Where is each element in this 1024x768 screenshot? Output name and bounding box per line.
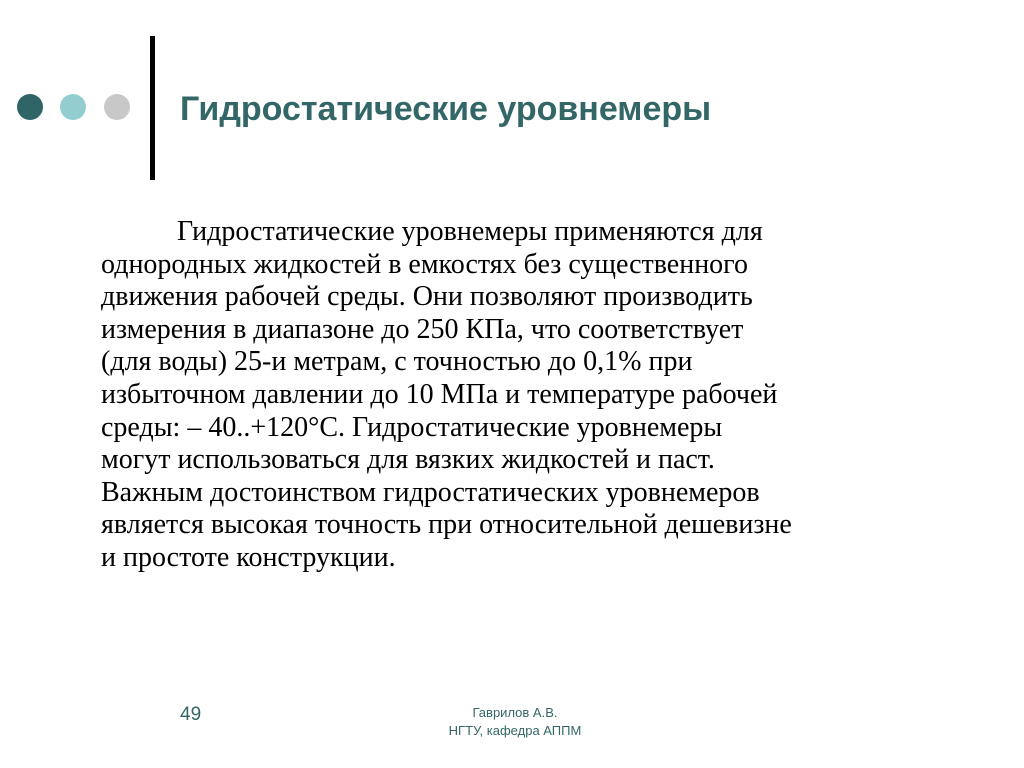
body-line: могут использоваться для вязких жидкостей и паст. xyxy=(101,444,715,476)
body-line: является высокая точность при относительной дешевизне xyxy=(101,509,792,541)
body-line: и простоте конструкции. xyxy=(101,541,396,573)
body-line: однородных жидкостей в емкостях без существенного xyxy=(101,248,748,280)
body-line: среды: – 40..+120°С. Гидростатические уровнемеры xyxy=(101,411,723,443)
footer-department: НГТУ, кафедра АППМ xyxy=(448,723,582,738)
slide-title: Гидростатические уровнемеры xyxy=(180,90,712,128)
footer-author: Гаврилов А.В. xyxy=(472,705,558,720)
body-line: (для воды) 25-и метрам, с точностью до 0,1% при xyxy=(101,346,693,378)
decorative-dot-dark xyxy=(17,94,43,120)
decorative-dot-gray xyxy=(104,94,130,120)
decorative-dot-light xyxy=(60,94,86,120)
body-line: Гидростатические уровнемеры применяются для xyxy=(177,216,763,247)
body-line: избыточном давлении до 10 МПа и температуре рабочей xyxy=(101,378,778,410)
body-line: измерения в диапазоне до 250 КПа, что соответствует xyxy=(101,313,744,345)
body-line: движения рабочей среды. Они позволяют производить xyxy=(101,281,753,313)
slide-footer xyxy=(420,704,610,740)
page-number: 49 xyxy=(180,704,202,725)
body-line: Важным достоинством гидростатических уровнемеров xyxy=(101,476,760,508)
slide-body xyxy=(101,216,961,575)
title-divider xyxy=(150,36,155,180)
